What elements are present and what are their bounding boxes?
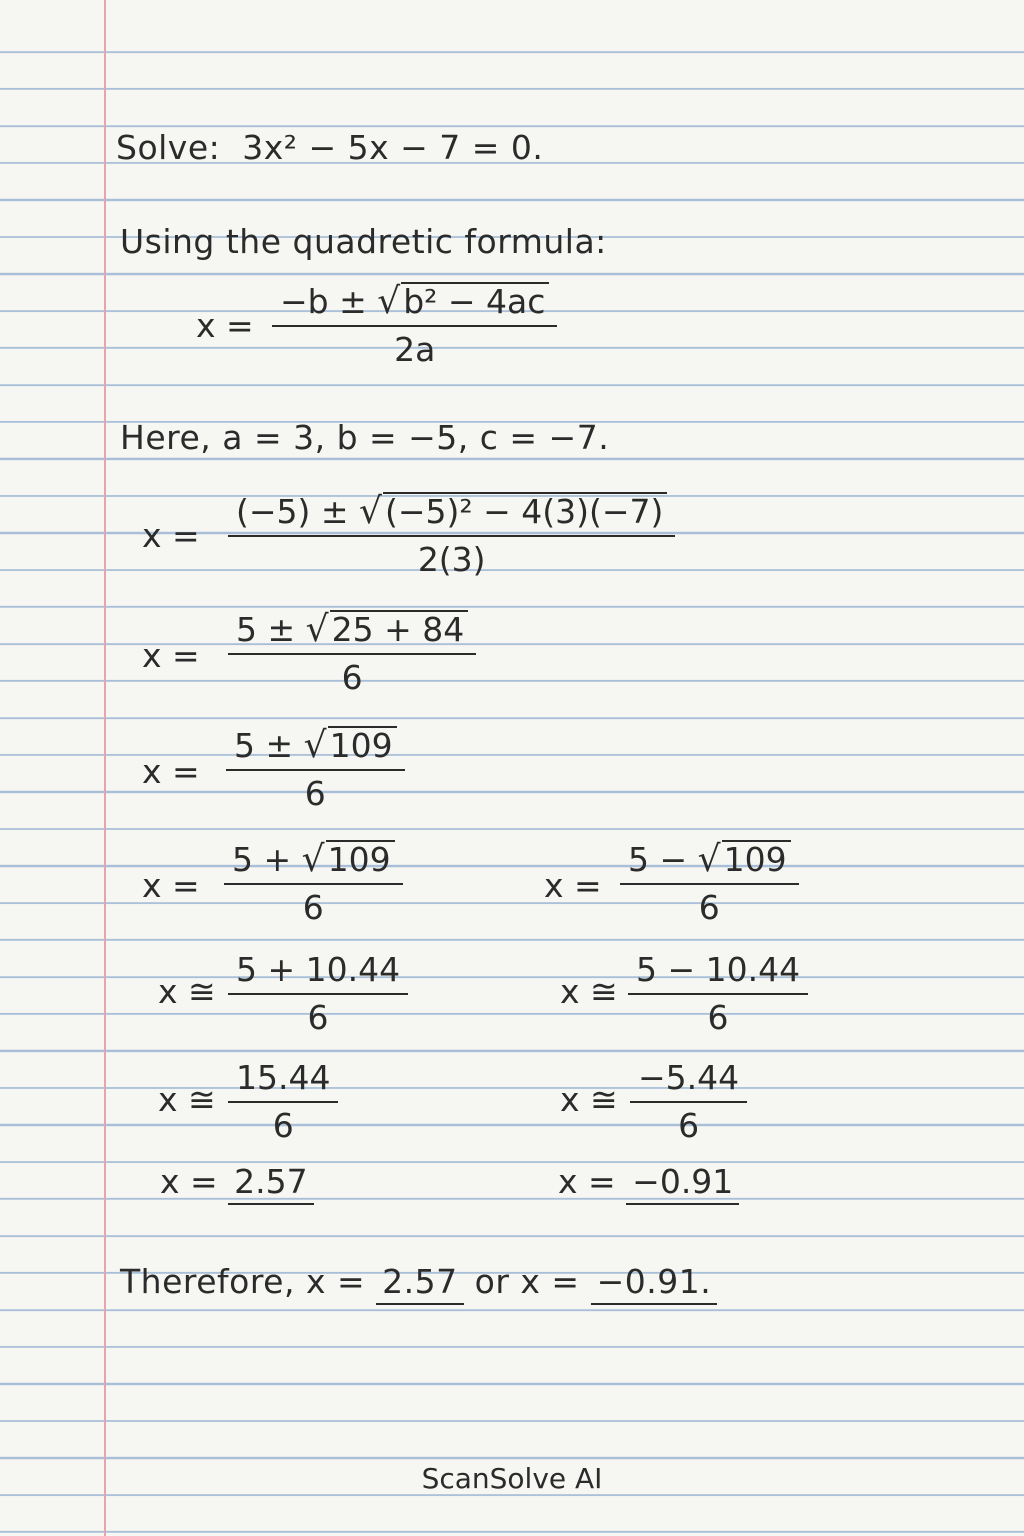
plus-approx-lhs: x ≅ [158,972,216,1011]
minus-split-lhs: x = [544,866,602,905]
step1-fraction: (−5) ± √(−5)² − 4(3)(−7) 2(3) [228,492,675,580]
formula-intro: Using the quadretic formula: [120,222,607,261]
plus-split-lhs: x = [142,866,200,905]
step3-fraction: 5 ± √109 6 [226,726,405,814]
plus-simplified-fraction: 15.44 6 [228,1058,338,1146]
fraction-bar [228,535,675,537]
sqrt-radical: √109 [304,726,397,766]
step2-fraction: 5 ± √25 + 84 6 [228,610,476,698]
problem-statement [116,128,543,167]
sqrt-icon: √ [305,609,329,650]
fraction-bar [226,769,405,771]
plus-result: x = 2.57 [160,1162,314,1205]
plus-split-fraction: 5 + √109 6 [224,840,403,928]
sqrt-radical: √109 [302,840,395,880]
formula-fraction [272,282,557,370]
step3-lhs: x = [142,752,200,791]
sqrt-radical: √b² − 4ac [377,282,549,322]
minus-result: x = −0.91 [558,1162,739,1205]
margin-line [104,0,106,1536]
coefficients-line: Here, a = 3, b = −5, c = −7. [120,418,610,457]
conclusion-value-2: −0.91. [591,1262,718,1305]
formula-numerator: −b ± √b² − 4ac [272,282,557,322]
fraction-bar [630,1101,747,1103]
fraction-bar [228,1101,338,1103]
problem-label: Solve: [116,128,221,167]
sqrt-icon: √ [301,839,325,880]
step2-lhs: x = [142,636,200,675]
conclusion-value-1: 2.57 [376,1262,463,1305]
minus-split-fraction: 5 − √109 6 [620,840,799,928]
sqrt-radical: √(−5)² − 4(3)(−7) [359,492,667,532]
minus-simplified-fraction: −5.44 6 [630,1058,747,1146]
sqrt-icon: √ [303,725,327,766]
sqrt-icon: √ [697,839,721,880]
fraction-bar [228,653,476,655]
sqrt-radical: √109 [698,840,791,880]
formula-lhs: x = [196,306,254,345]
fraction-bar [224,883,403,885]
sqrt-icon: √ [377,281,401,322]
fraction-bar [620,883,799,885]
minus-approx-fraction: 5 − 10.44 6 [628,950,808,1038]
step1-lhs: x = [142,516,200,555]
plus-simplified-lhs: x ≅ [158,1080,216,1119]
minus-result-value: −0.91 [626,1162,739,1205]
fraction-bar [628,993,808,995]
plus-result-value: 2.57 [228,1162,313,1205]
minus-approx-lhs: x ≅ [560,972,618,1011]
minus-simplified-lhs: x ≅ [560,1080,618,1119]
formula-denominator: 2a [394,330,436,369]
sqrt-radical: √25 + 84 [306,610,469,650]
sqrt-icon: √ [359,491,382,532]
problem-equation: 3x² − 5x − 7 = 0. [242,128,544,167]
conclusion: Therefore, x = 2.57 or x = −0.91. [120,1262,717,1305]
fraction-bar [272,325,557,327]
plus-approx-fraction: 5 + 10.44 6 [228,950,408,1038]
fraction-bar [228,993,408,995]
brand-watermark: ScanSolve AI [421,1462,603,1495]
